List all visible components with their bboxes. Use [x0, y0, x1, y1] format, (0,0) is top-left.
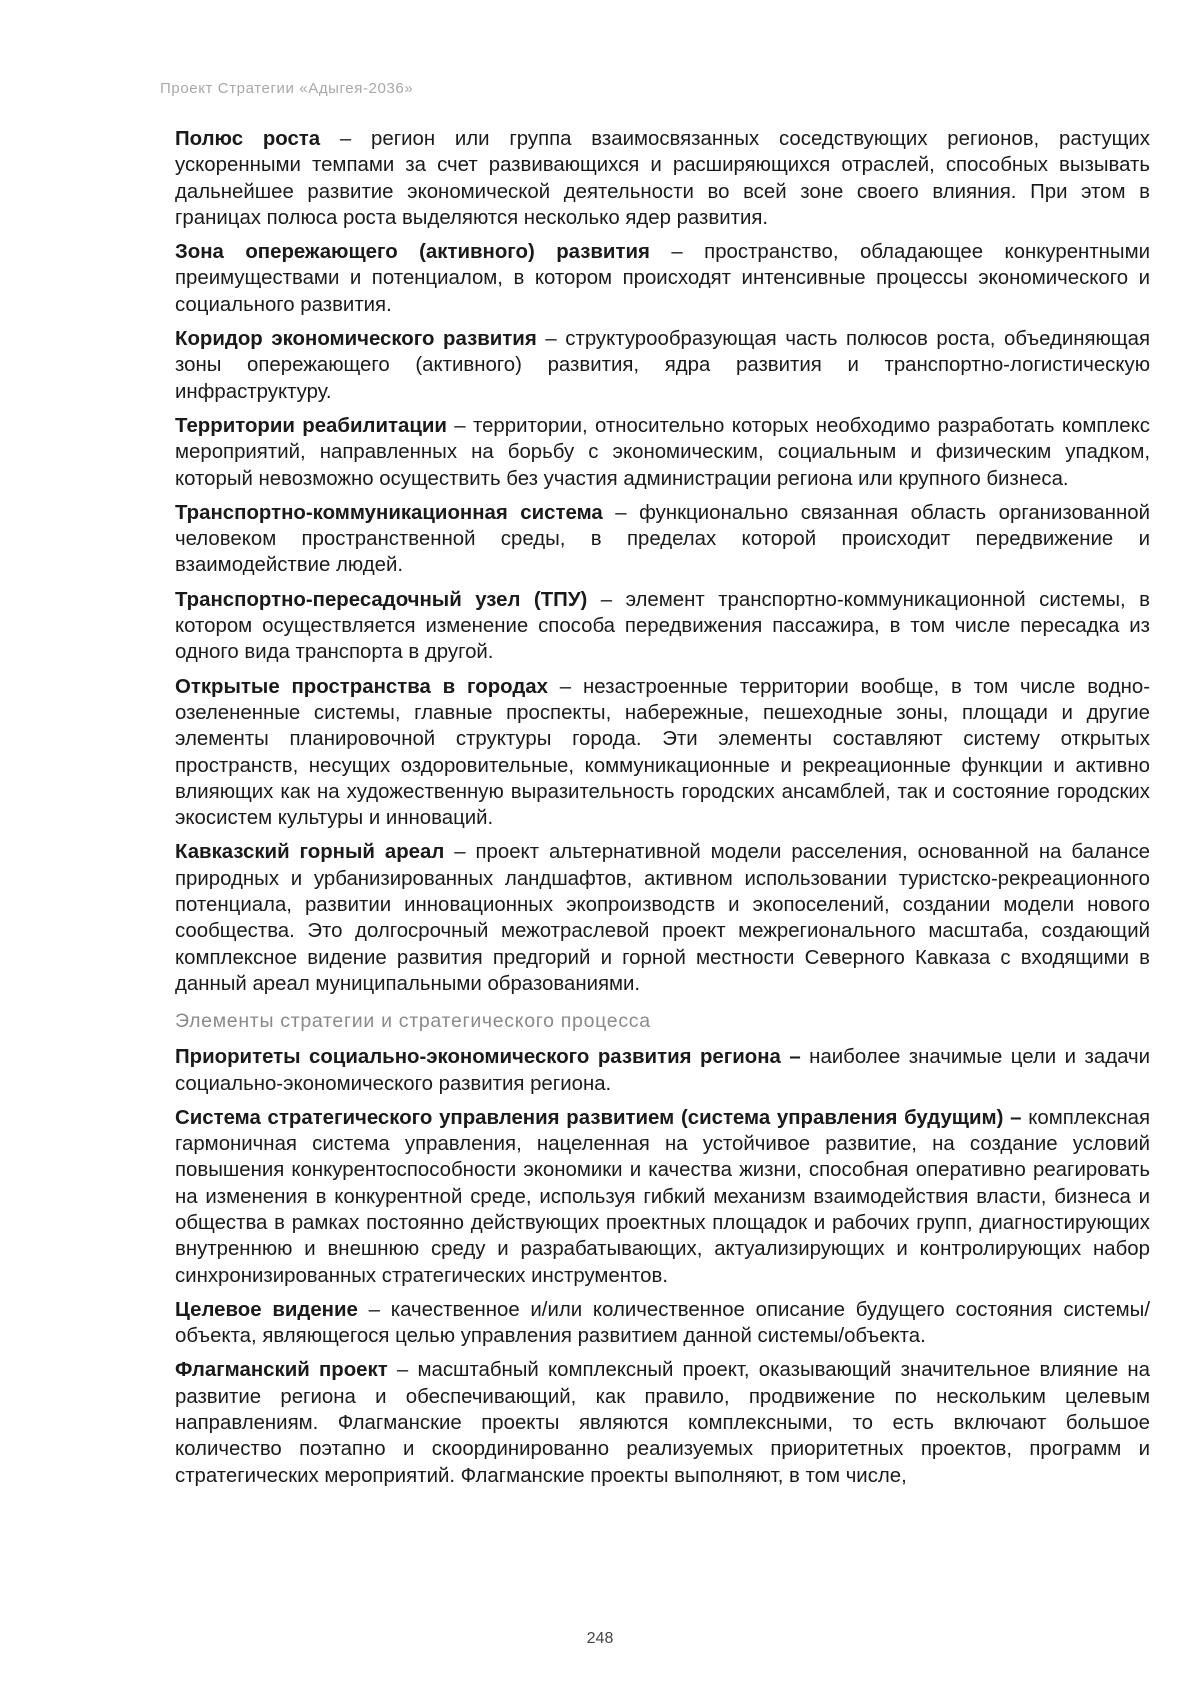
entry-definition: – пространство, обладающее конкурентными преимуществами и потенциалом, в котором происходят интенсивные процессы экономического и социального развития. [175, 241, 1150, 316]
entry-definition: – масштабный комплексный проект, оказывающий значительное влияние на развитие региона и обеспечивающий, как правило, продвижение по нескольким целевым направлениям. Флагманские проекты являются комплексными, то есть включают большое количество поэтапно и скоординированно реализуемых приоритетных проектов, программ и стратегических мероприятий. Флагманские проекты выполняют, в том числе, [175, 1359, 1151, 1487]
glossary-entry [175, 587, 1150, 666]
entry-definition: комплексная гармоничная система управления, нацеленная на устойчивое развитие, на создание условий повышения конкурентоспособности экономики и качества жизни, способная оперативно реагировать на изменения в конкурентной среде, используя гибкий механизм взаимодействия власти, бизнеса и общества в рамках постоянно действующих проектных площадок и рабочих групп, диагностирующих внутреннюю и внешнюю среду и разрабатывающих, актуализирующих и контролирующих набор синхронизированных стратегических инструментов. [175, 1106, 1150, 1287]
entry-term: Система стратегического управления развитием (система управления будущим) – [175, 1106, 1022, 1129]
glossary-entry [175, 839, 1150, 997]
section-heading: Элементы стратегии и стратегического процесса [175, 1010, 651, 1033]
glossary-entry [175, 239, 1150, 318]
entry-term: Зона опережающего (активного) развития [175, 241, 650, 264]
entry-term: Территории реабилитации [175, 414, 447, 437]
entry-term: Приоритеты социально-экономического развития региона – [175, 1046, 801, 1069]
entry-definition: – проект альтернативной модели расселения, основанной на балансе природных и урбанизированных ландшафтов, активном использовании туристско-рекреационного потенциала, развитии инновационных экопроизводств и экопоселений, создании модели нового сообщества. Это долгосрочный межотраслевой проект межрегионального масштаба, создающий комплексное видение развития предгорий и горной местности Северного Кавказа с входящими в данный ареал муниципальными образованиями. [175, 841, 1150, 995]
entry-term: Целевое видение [175, 1298, 358, 1321]
glossary-entry [175, 1044, 1150, 1097]
glossary-entry [175, 674, 1150, 832]
entry-term: Транспортно-коммуникационная система [175, 501, 603, 524]
glossary-entry [175, 500, 1150, 579]
glossary-entry [175, 326, 1150, 405]
glossary-entry [175, 413, 1150, 492]
entry-term: Кавказский горный ареал [175, 841, 445, 864]
document-body [175, 126, 1150, 1497]
entry-definition: – структурообразующая часть полюсов роста, объединяющая зоны опережающего (активного) развития, ядра развития и транспортно-логистическую инфраструктуру. [175, 328, 1150, 403]
running-header: Проект Стратегии «Адыгея-2036» [160, 80, 414, 97]
glossary-entry [175, 1297, 1150, 1350]
entry-definition: – регион или группа взаимосвязанных соседствующих регионов, растущих ускоренными темпами за счет развивающихся и расширяющихся отраслей, способных вызывать дальнейшее развитие экономической деятельности во всей зоне своего влияния. При этом в границах полюса роста выделяются несколько ядер развития. [175, 128, 1150, 229]
glossary-entry [175, 126, 1150, 231]
entry-term: Флагманский проект [175, 1359, 388, 1382]
entry-definition: наиболее значимые цели и задачи социально-экономического развития региона. [175, 1046, 1151, 1095]
entry-definition: – качественное и/или количественное описание будущего состояния системы/объекта, являющегося целью управления развитием данной системы/объекта. [175, 1298, 1151, 1348]
glossary-entry [175, 1105, 1150, 1289]
entry-term: Открытые пространства в городах [175, 675, 548, 698]
page-number: 248 [586, 1630, 614, 1647]
entry-term: Полюс роста [175, 128, 321, 150]
glossary-entry [175, 1357, 1150, 1488]
entry-definition: – территории, относительно которых необходимо разработать комплекс мероприятий, направленных на борьбу с экономическим, социальным и физическим упадком, который невозможно осуществить без участия администрации региона или крупного бизнеса. [175, 414, 1150, 490]
entry-term: Коридор экономического развития [175, 328, 537, 351]
entry-term: Транспортно-пересадочный узел (ТПУ) [175, 588, 588, 611]
entry-definition: – функционально связанная область организованной человеком пространственной среды, в пределах которой происходит передвижение и взаимодействие людей. [175, 501, 1150, 577]
entry-definition: – элемент транспортно-коммуникационной системы, в котором осуществляется изменение способа передвижения пассажира, в том числе пересадка из одного вида транспорта в другой. [175, 588, 1150, 664]
entry-definition: – незастроенные территории вообще, в том числе водно-озелененные системы, главные проспекты, набережные, пешеходные зоны, площади и другие элементы планировочной структуры города. Эти элементы составляют систему открытых пространств, несущих оздоровительные, коммуникационные и рекреационные функции и активно влияющих как на художественную выразительность городских ансамблей, так и состояние городских экосистем культуры и инноваций. [175, 675, 1151, 830]
